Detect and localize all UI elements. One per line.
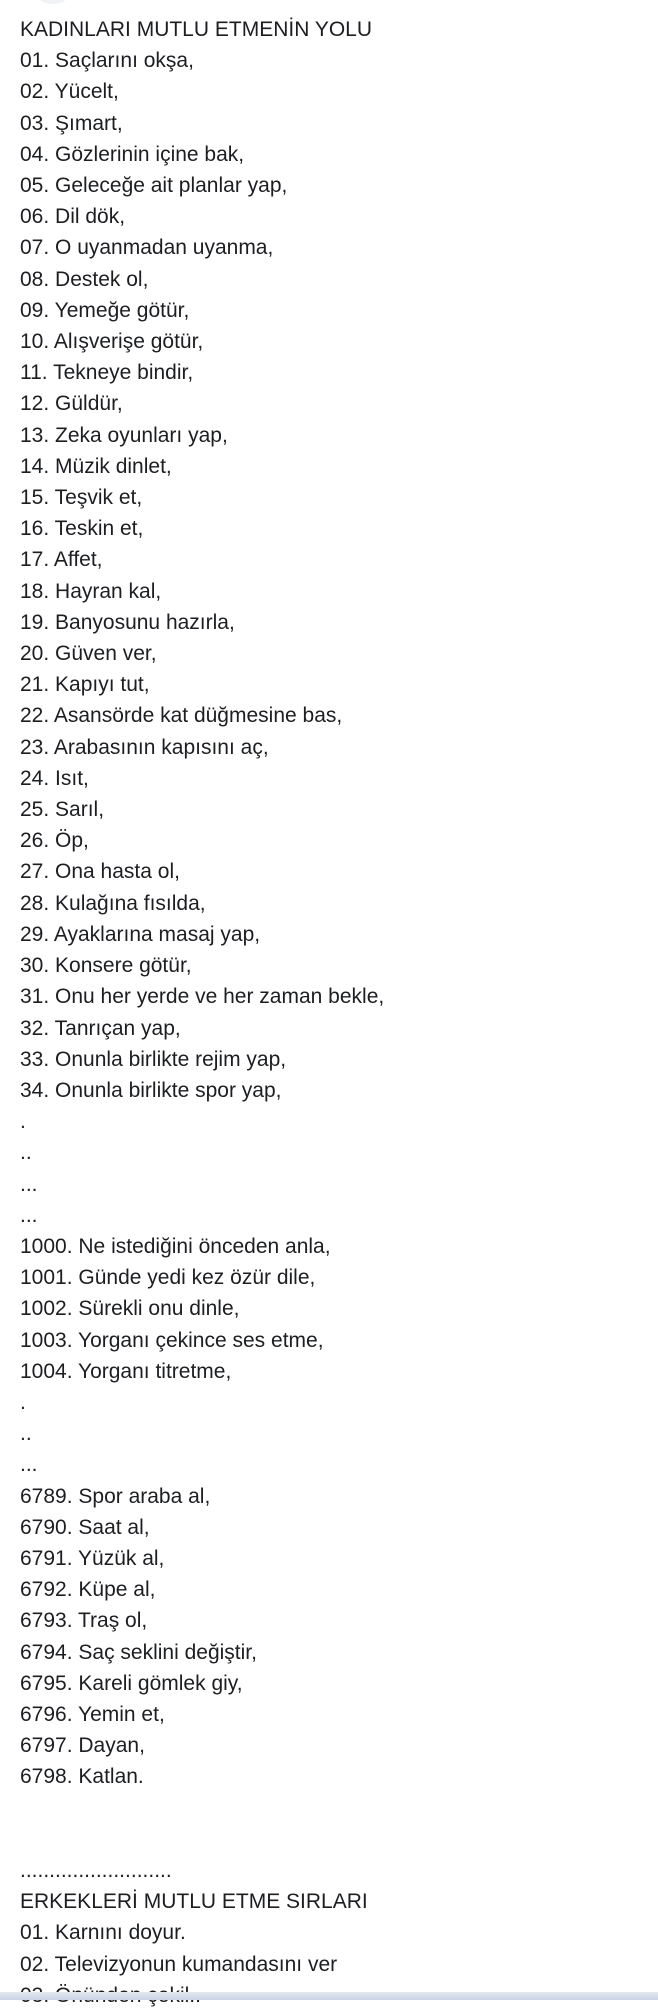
post-line: 01. Saçlarını okşa,	[20, 49, 194, 73]
bottom-divider	[0, 1992, 658, 2000]
post-line: 09. Yemeğe götür,	[20, 298, 190, 322]
post-line: 17. Affet,	[20, 548, 103, 572]
post-line: 34. Onunla birlikte spor yap,	[20, 1078, 282, 1102]
post-line: 29. Ayaklarına masaj yap,	[20, 922, 261, 946]
post-line: ..........................	[20, 1858, 172, 1882]
post-line: 28. Kulağına fısılda,	[20, 891, 206, 915]
post-line: 02. Televizyonun kumandasını ver	[20, 1952, 338, 1976]
post-line: 1002. Sürekli onu dinle,	[20, 1297, 240, 1321]
post-line: 6791. Yüzük al,	[20, 1546, 165, 1570]
post-line: 1001. Günde yedi kez özür dile,	[20, 1266, 316, 1290]
post-line: 30. Konsere götür,	[20, 954, 192, 978]
post-line: 33. Onunla birlikte rejim yap,	[20, 1047, 287, 1071]
post-line: .	[20, 1390, 26, 1414]
post-line: 6789. Spor araba al,	[20, 1484, 211, 1508]
post-line: 20. Güven ver,	[20, 642, 157, 666]
post-line: 26. Öp,	[20, 829, 89, 853]
post-line: 25. Sarıl,	[20, 798, 105, 822]
post-line: 03. Şımart,	[20, 111, 123, 135]
post-line: 04. Gözlerinin içine bak,	[20, 142, 245, 166]
post-line: 07. O uyanmadan uyanma,	[20, 236, 274, 260]
post-line	[20, 1824, 640, 1855]
post-line: 05. Geleceğe ait planlar yap,	[20, 174, 288, 198]
post-line: 1004. Yorganı titretme,	[20, 1359, 232, 1383]
post-line: ...	[20, 1453, 38, 1477]
post-text	[20, 14, 640, 2011]
post-line: ...	[20, 1203, 38, 1227]
post-line: 12. Güldür,	[20, 392, 123, 416]
avatar	[36, 0, 70, 4]
post-line: 13. Zeka oyunları yap,	[20, 423, 228, 447]
post-line: 02. Yücelt,	[20, 80, 119, 104]
post-heading: KADINLARI MUTLU ETMENİN YOLU	[20, 18, 373, 41]
post-line: 6792. Küpe al,	[20, 1578, 156, 1602]
post-line: 6795. Kareli gömlek giy,	[20, 1671, 243, 1695]
post-line	[20, 1793, 640, 1824]
post-line: 23. Arabasının kapısını aç,	[20, 735, 269, 759]
post-heading: ERKEKLERİ MUTLU ETME SIRLARI	[20, 1890, 368, 1914]
post-line: 01. Karnını doyur.	[20, 1921, 186, 1945]
post-line: 6798. Katlan.	[20, 1765, 144, 1789]
post-line: ..	[20, 1422, 32, 1446]
post-line: 6793. Traş ol,	[20, 1609, 148, 1633]
post-line: 24. Isıt,	[20, 766, 89, 790]
post-line: ..	[20, 1141, 32, 1165]
post-line: 1003. Yorganı çekince ses etme,	[20, 1328, 324, 1352]
post-line: 32. Tanrıçan yap,	[20, 1016, 181, 1040]
post-line: 6797. Dayan,	[20, 1734, 145, 1758]
post-line: 22. Asansörde kat düğmesine bas,	[20, 704, 343, 728]
post-line: 1000. Ne istediğini önceden anla,	[20, 1234, 331, 1258]
post-line: 14. Müzik dinlet,	[20, 454, 172, 478]
post-line: 31. Onu her yerde ve her zaman bekle,	[20, 985, 385, 1009]
post-line: .	[20, 1110, 26, 1134]
post-line: 10. Alışverişe götür,	[20, 330, 204, 354]
post-line: 11. Tekneye bindir,	[20, 361, 194, 385]
post-line: 16. Teskin et,	[20, 517, 144, 541]
post-line: 6796. Yemin et,	[20, 1702, 165, 1726]
post-line: 27. Ona hasta ol,	[20, 860, 180, 884]
post-line: 06. Dil dök,	[20, 205, 126, 229]
post-line: 15. Teşvik et,	[20, 486, 143, 510]
post-line: 18. Hayran kal,	[20, 579, 162, 603]
post-line: 6790. Saat al,	[20, 1515, 150, 1539]
post-line: 6794. Saç seklini değiştir,	[20, 1640, 257, 1664]
post-line: 21. Kapıyı tut,	[20, 673, 150, 697]
post-line: 08. Destek ol,	[20, 267, 149, 291]
post-line: ...	[20, 1172, 38, 1196]
post-line: 19. Banyosunu hazırla,	[20, 610, 235, 634]
